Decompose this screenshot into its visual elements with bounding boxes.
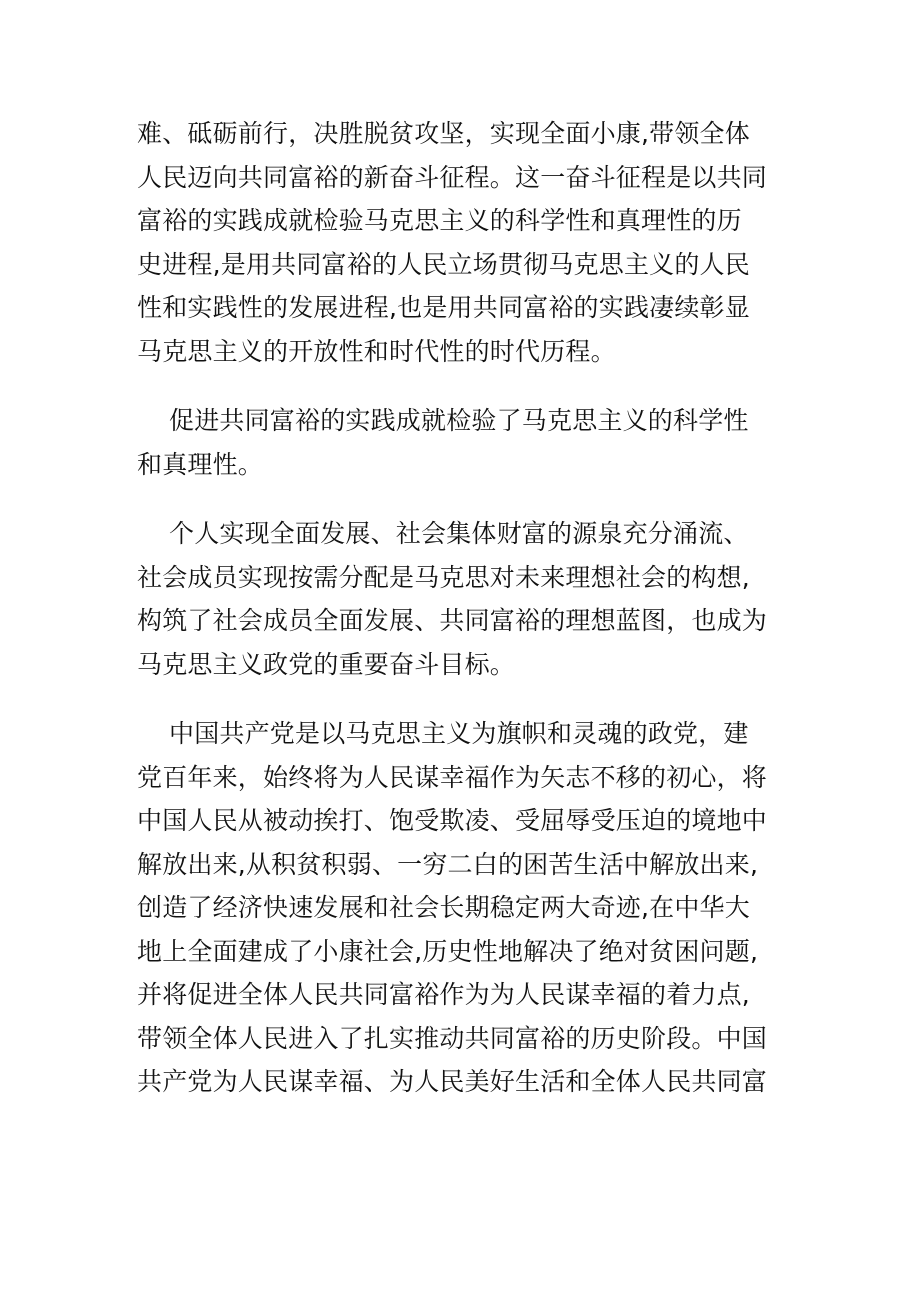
- paragraph-line: 并将促进全体人民共同富裕作为为人民谋幸福的着力点,: [137, 980, 750, 1009]
- paragraph-line: 中国共产党是以马克思主义为旗帜和灵魂的政党，建: [169, 719, 749, 748]
- paragraph-line: 个人实现全面发展、社会集体财富的源泉充分涌流、: [169, 519, 749, 548]
- paragraph-spacer: [137, 373, 797, 399]
- paragraph-line: 难、砥砺前行，决胜脱贫攻坚，实现全面小康,带领全体: [137, 119, 750, 148]
- paragraph-line: 社会成员实现按需分配是马克思对未来理想社会的构想,: [137, 562, 750, 592]
- document-body: [137, 112, 797, 1104]
- paragraph-line: 解放出来,从积贫积弱、一穷二白的困苦生活中解放出来,: [137, 849, 759, 879]
- paragraph-line: 构筑了社会成员全面发展、共同富裕的理想蓝图，也成为: [137, 606, 768, 635]
- paragraph-line: 马克思主义的开放性和时代性的时代历程。: [137, 336, 616, 366]
- paragraph-line: 共产党为人民谋幸福、为人民美好生活和全体人民共同富: [137, 1067, 768, 1096]
- paragraph-line: 和真理性。: [137, 449, 264, 479]
- paragraph-1: [137, 112, 797, 373]
- paragraph-spacer: [137, 686, 797, 712]
- paragraph-line: 马克思主义政党的重要奋斗目标。: [137, 649, 516, 679]
- paragraph-line: 人民迈向共同富裕的新奋斗征程。这一奋斗征程是以共同: [137, 162, 768, 192]
- paragraph-line: 创造了经济快速发展和社会长期稳定两大奇迹,在中华大: [137, 893, 750, 922]
- paragraph-line: 党百年来，始终将为人民谋幸福作为矢志不移的初心，将: [137, 762, 768, 792]
- paragraph-line: 带领全体人民进入了扎实推动共同富裕的历史阶段。中国: [137, 1023, 768, 1053]
- paragraph-2: [137, 399, 797, 486]
- paragraph-line: 中国人民从被动挨打、饱受欺凌、受屈辱受压迫的境地中: [137, 806, 768, 835]
- paragraph-3: [137, 512, 797, 686]
- paragraph-line: 性和实践性的发展进程,也是用共同富裕的实践凄续彰显: [137, 293, 750, 322]
- paragraph-line: 富裕的实践成就检验马克思主义的科学性和真理性的历: [137, 206, 742, 235]
- paragraph-spacer: [137, 486, 797, 512]
- paragraph-line: 史进程,是用共同富裕的人民立场贯彻马克思主义的人民: [137, 249, 750, 279]
- paragraph-line: 地上全面建成了小康社会,历史性地解决了绝对贫困问题,: [137, 936, 759, 966]
- paragraph-line: 促进共同富裕的实践成就检验了马克思主义的科学性: [169, 406, 749, 435]
- paragraph-4: [137, 712, 797, 1104]
